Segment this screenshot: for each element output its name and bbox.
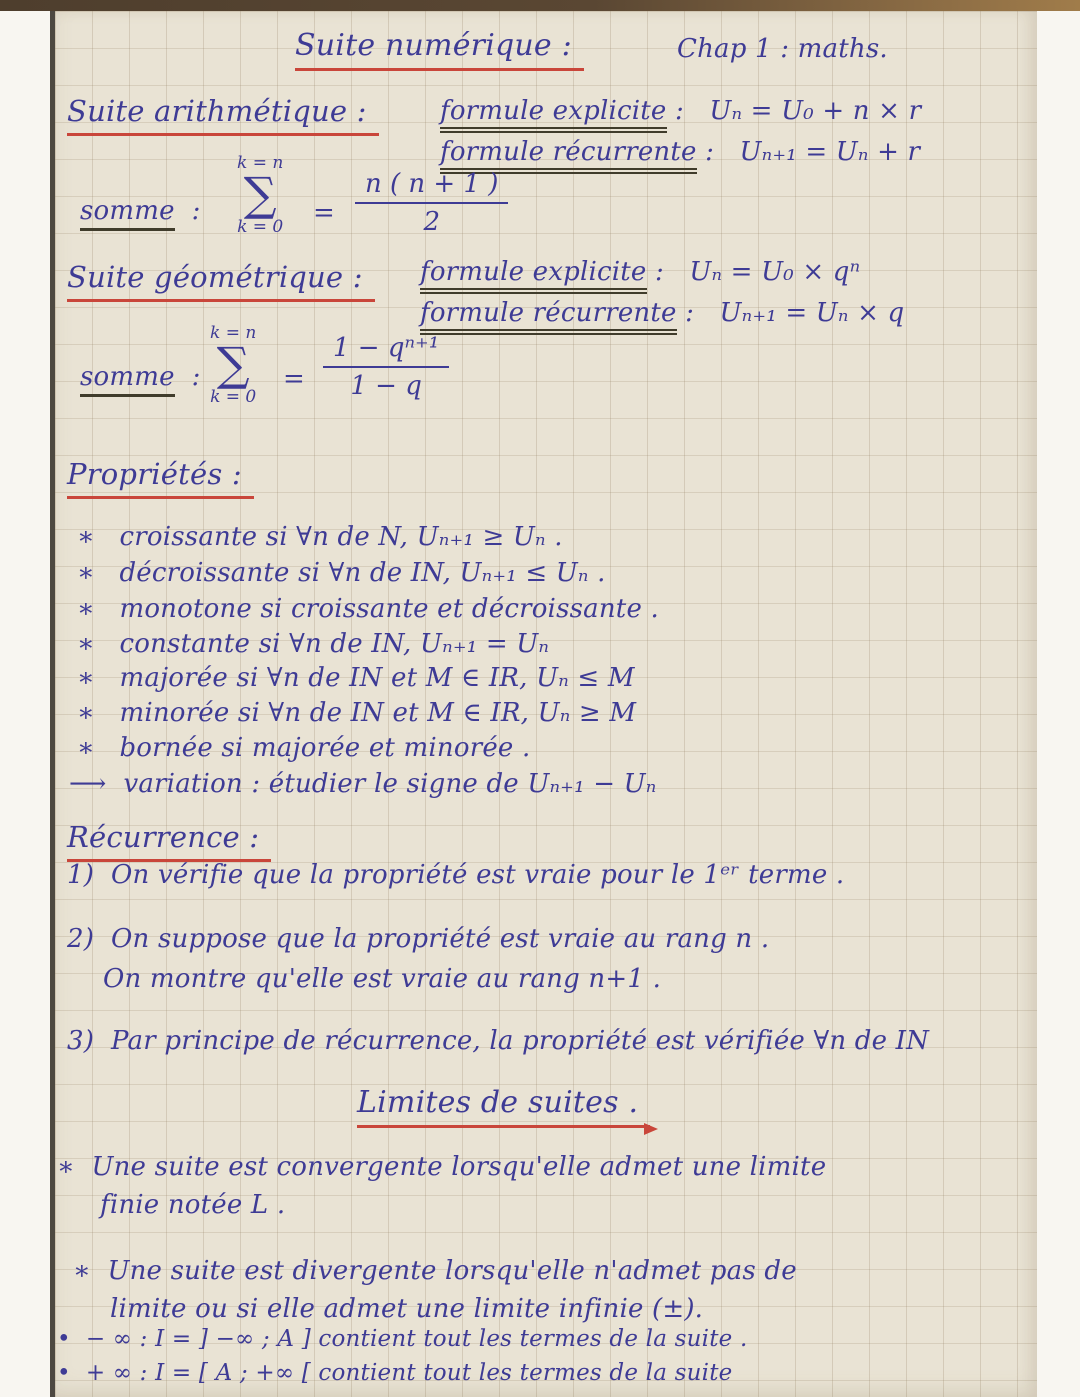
page-title-text: Suite numérique :	[295, 28, 584, 71]
step-number: 1)	[67, 860, 95, 890]
geometric-sum-fraction	[323, 333, 449, 401]
recurrence-heading	[67, 819, 271, 855]
arithmetic-explicit-formula: Uₙ = U₀ + n × r	[709, 96, 922, 126]
step-text: Par principe de récurrence, la propriété est vérifiée ∀n de IN	[111, 1026, 930, 1056]
arithmetic-recurrent-formula: Uₙ₊₁ = Uₙ + r	[739, 137, 921, 167]
property-item	[77, 697, 636, 730]
geometric-recurrent-label: formule récurrente	[420, 298, 677, 335]
step-number: 3)	[67, 1026, 95, 1056]
asterisk-bullet: ∗	[77, 629, 95, 659]
variation-item	[69, 768, 657, 801]
limits-heading	[357, 1084, 650, 1122]
colon: :	[674, 96, 684, 126]
step-text: On vérifie que la propriété est vraie pour le 1ᵉʳ terme .	[111, 860, 845, 890]
property-item	[77, 521, 563, 554]
notebook-page	[50, 11, 1037, 1397]
arithmetic-heading-text: Suite arithmétique :	[67, 94, 379, 136]
property-text: constante si ∀n de IN, Uₙ₊₁ = Uₙ	[119, 629, 550, 659]
property-text: croissante si ∀n de N, Uₙ₊₁ ≥ Uₙ .	[119, 522, 563, 552]
chapter-label: Chap 1 : maths.	[677, 34, 888, 64]
geometric-recurrent-formula: Uₙ₊₁ = Uₙ × q	[719, 298, 905, 328]
arithmetic-recurrent-label: formule récurrente	[440, 137, 697, 174]
dot-bullet: •	[57, 1326, 71, 1352]
arithmetic-sum-label: somme	[80, 196, 175, 231]
recurrence-heading-text: Récurrence :	[67, 820, 271, 862]
recurrence-step-3	[67, 1025, 929, 1058]
colon: :	[191, 196, 201, 226]
plus-infinity-text: + ∞ : I = [ A ; +∞ [ contient tout les termes de la suite	[85, 1360, 733, 1386]
geometric-explicit-label: formule explicite	[420, 257, 647, 294]
minus-infinity-text: − ∞ : I = ] −∞ ; A ] contient tout les termes de la suite .	[85, 1326, 748, 1352]
arithmetic-explicit-row	[440, 95, 921, 128]
minus-infinity-note	[57, 1325, 748, 1354]
asterisk-bullet: ∗	[57, 1152, 75, 1182]
geometric-heading	[67, 259, 375, 295]
convergent-definition	[57, 1151, 826, 1184]
divergent-definition-cont: limite ou si elle admet une limite infinie (±).	[110, 1294, 704, 1324]
property-item	[77, 732, 530, 765]
recurrence-step-1	[67, 859, 844, 892]
sum-lower-bound: k = 0	[210, 386, 257, 407]
geometric-sum-label: somme	[80, 362, 175, 397]
page-title	[295, 27, 584, 65]
convergent-text: Une suite est convergente lorsqu'elle admet une limite	[91, 1152, 827, 1182]
asterisk-bullet: ∗	[77, 522, 95, 552]
step-number: 2)	[67, 924, 95, 954]
variation-text: variation : étudier le signe de Uₙ₊₁ − Uₙ	[123, 769, 657, 799]
geometric-explicit-row	[420, 256, 860, 289]
property-text: bornée si majorée et minorée .	[119, 733, 531, 763]
property-item	[77, 593, 659, 626]
limits-heading-text: Limites de suites .	[357, 1085, 650, 1128]
geometric-heading-text: Suite géométrique :	[67, 260, 375, 302]
properties-heading	[67, 456, 254, 492]
property-item	[77, 628, 549, 661]
recurrence-step-2	[67, 923, 769, 956]
geometric-explicit-formula: Uₙ = U₀ × qⁿ	[689, 257, 861, 287]
asterisk-bullet: ∗	[77, 594, 95, 624]
sigma-symbol: ∑	[243, 167, 277, 221]
property-text: minorée si ∀n de IN et M ∈ IR, Uₙ ≥ M	[119, 698, 637, 728]
step-text: On suppose que la propriété est vraie au rang n .	[111, 924, 770, 954]
property-item	[77, 662, 635, 695]
property-text: décroissante si ∀n de IN, Uₙ₊₁ ≤ Uₙ .	[119, 558, 606, 588]
asterisk-bullet: ∗	[77, 558, 95, 588]
sum-lower-bound: k = 0	[237, 216, 284, 237]
arithmetic-sum-symbol	[237, 153, 283, 237]
geometric-sum-label-row	[80, 361, 201, 394]
arithmetic-sum-label-row	[80, 195, 201, 228]
property-text: majorée si ∀n de IN et M ∈ IR, Uₙ ≤ M	[119, 663, 635, 693]
fraction-numerator: 1 − qⁿ⁺¹	[323, 333, 449, 368]
fraction-numerator: n ( n + 1 )	[355, 169, 508, 204]
divergent-text: Une suite est divergente lorsqu'elle n'admet pas de	[107, 1256, 797, 1286]
asterisk-bullet: ∗	[77, 733, 95, 763]
sum-upper-bound: k = n	[237, 153, 284, 173]
properties-heading-text: Propriétés :	[67, 457, 254, 499]
equals-sign: =	[283, 364, 305, 394]
asterisk-bullet: ∗	[77, 698, 95, 728]
colon: :	[705, 137, 715, 167]
colon: :	[654, 257, 664, 287]
fraction-denominator: 2	[423, 207, 440, 237]
property-item	[77, 557, 606, 590]
sigma-symbol: ∑	[216, 337, 250, 391]
asterisk-bullet: ∗	[77, 663, 95, 693]
sum-upper-bound: k = n	[210, 323, 257, 343]
geometric-recurrent-row	[420, 297, 904, 330]
property-text: monotone si croissante et décroissante .	[119, 594, 659, 624]
fraction-denominator: 1 − q	[350, 371, 422, 401]
arithmetic-heading	[67, 93, 379, 129]
divergent-definition	[73, 1255, 797, 1288]
geometric-sum-symbol	[210, 323, 256, 407]
recurrence-step-2-cont: On montre qu'elle est vraie au rang n+1 .	[103, 964, 662, 994]
arithmetic-recurrent-row	[440, 136, 920, 169]
table-edge	[0, 0, 1080, 11]
plus-infinity-note	[57, 1359, 733, 1388]
long-arrow-icon: ⟶	[69, 769, 107, 799]
colon: :	[191, 362, 201, 392]
convergent-definition-cont: finie notée L .	[100, 1190, 286, 1220]
colon: :	[685, 298, 695, 328]
arithmetic-explicit-label: formule explicite	[440, 96, 667, 133]
dot-bullet: •	[57, 1360, 71, 1386]
equals-sign: =	[313, 198, 335, 228]
arithmetic-sum-fraction	[355, 169, 508, 237]
asterisk-bullet: ∗	[73, 1256, 91, 1286]
